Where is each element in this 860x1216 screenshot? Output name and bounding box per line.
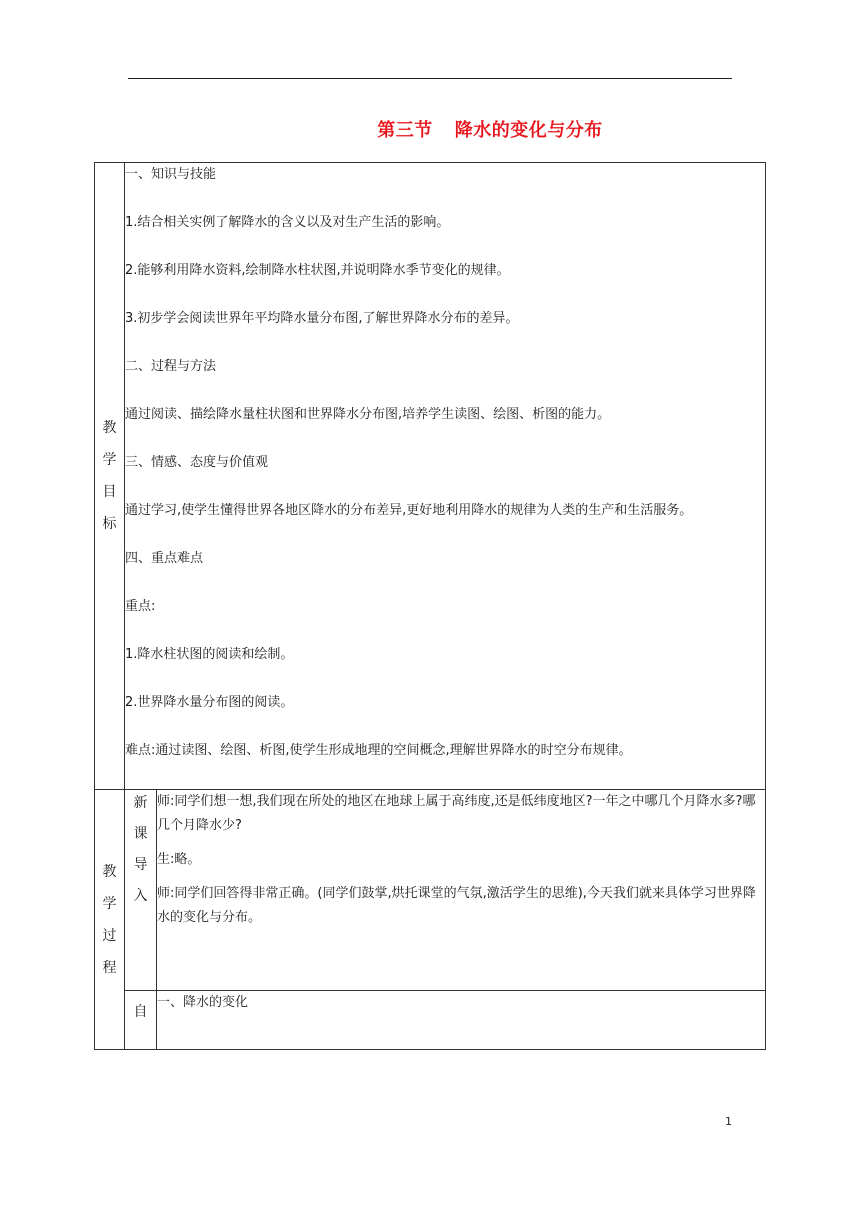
goals-label-char: 标	[102, 516, 117, 532]
goals-item: 3.初步学会阅读世界年平均降水量分布图,了解世界降水分布的差异。	[125, 311, 519, 326]
process-label-char: 学	[102, 895, 117, 912]
intro-content	[157, 790, 766, 991]
key-point: 2.世界降水量分布图的阅读。	[125, 695, 294, 710]
self-study-label-char: 自	[133, 1004, 148, 1020]
key-points-label: 重点:	[125, 599, 156, 614]
intro-label-char: 新	[133, 795, 148, 811]
process-label-char: 过	[102, 927, 117, 944]
header-rule	[128, 78, 732, 79]
intro-label-char: 导	[133, 857, 148, 873]
process-label-char: 教	[102, 863, 117, 880]
goals-heading-3: 三、情感、态度与价值观	[125, 455, 269, 470]
section-number: 第三节	[377, 120, 433, 141]
self-study-row	[95, 991, 766, 1050]
page-number: 1	[725, 1115, 732, 1128]
intro-label-char: 入	[133, 888, 148, 904]
goals-content	[125, 163, 766, 790]
intro-label-char: 课	[133, 826, 148, 842]
goals-label-char: 学	[102, 452, 117, 468]
intro-row	[95, 790, 766, 991]
goals-item: 通过阅读、描绘降水量柱状图和世界降水分布图,培养学生读图、绘图、析图的能力。	[125, 407, 611, 422]
goals-item: 1.结合相关实例了解降水的含义以及对生产生活的影响。	[125, 215, 450, 230]
student-line: 生:略。	[157, 852, 201, 867]
self-study-heading: 一、降水的变化	[157, 995, 249, 1010]
goals-label-char: 教	[102, 420, 117, 436]
goals-heading-4: 四、重点难点	[125, 551, 204, 566]
self-study-label-cell	[125, 991, 157, 1050]
process-label-cell	[95, 790, 125, 1050]
teacher-line: 师:同学们回答得非常正确。(同学们鼓掌,烘托课堂的气氛,激活学生的思维),今天我们就来具体学习世界降水的变化与分布。	[157, 886, 756, 925]
self-study-content	[157, 991, 766, 1050]
key-point: 1.降水柱状图的阅读和绘制。	[125, 647, 294, 662]
goals-row	[95, 163, 766, 790]
goals-label-char: 目	[102, 484, 117, 500]
goals-heading-1: 一、知识与技能	[125, 167, 217, 182]
goals-label-cell	[95, 163, 125, 790]
lesson-plan-table	[94, 162, 766, 1050]
page-title	[0, 116, 860, 142]
goals-item: 通过学习,使学生懂得世界各地区降水的分布差异,更好地利用降水的规律为人类的生产和生活服务。	[125, 503, 693, 518]
intro-label-cell	[125, 790, 157, 991]
section-title: 降水的变化与分布	[454, 120, 603, 141]
process-label-char: 程	[102, 959, 117, 976]
difficult-point: 难点:通过读图、绘图、析图,使学生形成地理的空间概念,理解世界降水的时空分布规律。	[125, 743, 632, 758]
goals-item: 2.能够利用降水资料,绘制降水柱状图,并说明降水季节变化的规律。	[125, 263, 510, 278]
teacher-line: 师:同学们想一想,我们现在所处的地区在地球上属于高纬度,还是低纬度地区?一年之中哪几个月降水多?哪几个月降水少?	[157, 794, 756, 833]
goals-heading-2: 二、过程与方法	[125, 359, 217, 374]
